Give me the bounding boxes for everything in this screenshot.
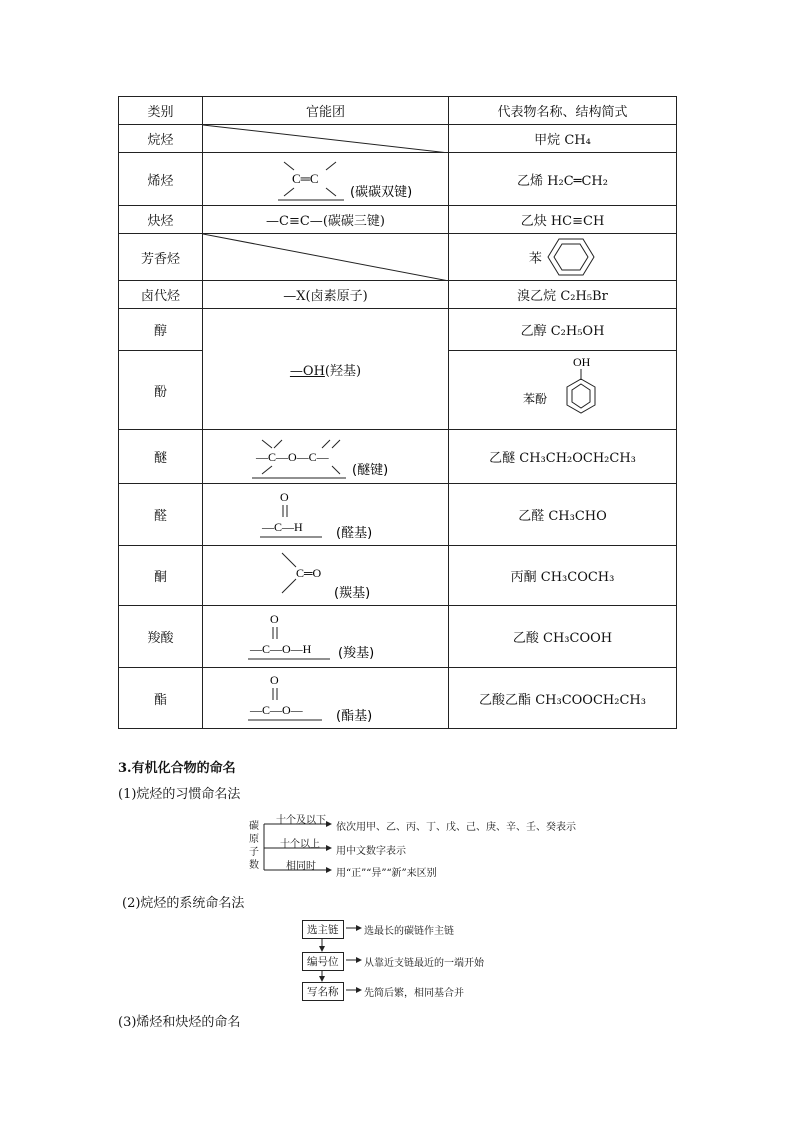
- row-representative: 乙醇 C₂H₅OH: [449, 309, 677, 351]
- carbon-count-label: 碳 原 子 数: [249, 821, 259, 871]
- rep-formula: CH₄: [564, 133, 591, 148]
- group-cell: —X(卤素原子): [203, 281, 449, 309]
- row-representative: [449, 125, 677, 153]
- svg-text:—C—H: —C—H: [261, 519, 303, 534]
- aldehyde-structure: [226, 487, 426, 543]
- group-cell: [203, 606, 449, 668]
- table-row: [119, 546, 677, 606]
- subsection-1: (1)烷烃的习惯命名法: [118, 787, 241, 802]
- svg-text:(羧基): (羧基): [337, 645, 374, 661]
- row-category: 卤代烃: [119, 281, 203, 309]
- row-category: 芳香烃: [119, 234, 203, 281]
- svg-text:—C—O—H: —C—O—H: [249, 641, 311, 656]
- row-category: 酚: [119, 351, 203, 430]
- table-row: [119, 234, 677, 281]
- ester-structure: [226, 670, 426, 726]
- svg-text:C═O: C═O: [295, 565, 321, 580]
- row-representative: 溴乙烷 C₂H₅Br: [449, 281, 677, 309]
- row-category: 酯: [119, 668, 203, 729]
- row-category: 醚: [119, 430, 203, 484]
- hydroxyl-cell: —OH(羟基): [203, 309, 449, 430]
- svg-text:苯酚: 苯酚: [522, 392, 547, 406]
- group-cell: [203, 484, 449, 546]
- header-representative: 代表物名称、结构简式: [449, 97, 677, 125]
- svg-text:C═C: C═C: [291, 171, 319, 186]
- svg-text:O: O: [269, 673, 279, 687]
- ether-structure: [226, 434, 426, 480]
- group-cell: [203, 668, 449, 729]
- table-row: [119, 153, 677, 206]
- group-cell: [203, 430, 449, 484]
- group-cell: —C≡C—(碳碳三键): [203, 206, 449, 234]
- row-representative: 乙酸 CH₃COOH: [449, 606, 677, 668]
- svg-text:(醛基): (醛基): [335, 525, 372, 541]
- svg-text:—C—O—: —C—O—: [249, 703, 303, 717]
- diagonal-cell: [203, 234, 449, 281]
- diagonal-cell: [203, 125, 449, 153]
- row-representative: 丙酮 CH₃COCH₃: [449, 546, 677, 606]
- rep-name: 甲烷: [534, 133, 561, 148]
- subsection-2: (2)烷烃的系统命名法: [122, 896, 245, 911]
- header-functional-group: 官能团: [203, 97, 449, 125]
- row-representative: 苯: [449, 234, 677, 281]
- table-row: [119, 430, 677, 484]
- phenol-structure: [503, 353, 623, 427]
- naming-diagram-2: [300, 918, 520, 1000]
- svg-text:O: O: [269, 611, 279, 626]
- svg-text:OH: OH: [572, 355, 590, 369]
- table-row: [119, 206, 677, 234]
- row-category: 羧酸: [119, 606, 203, 668]
- benzene-ring-icon: [546, 235, 596, 279]
- table-row: [119, 125, 677, 153]
- row-representative: 乙醚 CH₃CH₂OCH₂CH₃: [449, 430, 677, 484]
- branch-condition: 十个及以下: [276, 815, 326, 826]
- section-title: 3.有机化合物的命名: [118, 761, 236, 776]
- group-cell: [203, 546, 449, 606]
- alkene-structure: [226, 156, 426, 202]
- table-header-row: [119, 97, 677, 125]
- functional-group-table: [118, 96, 677, 729]
- branch-condition: 相同时: [286, 861, 316, 872]
- step-desc: 选最长的碳链作主链: [364, 926, 454, 937]
- row-category: 烷烃: [119, 125, 203, 153]
- row-representative: 乙酸乙酯 CH₃COOCH₂CH₃: [449, 668, 677, 729]
- table-row: [119, 309, 677, 351]
- carbonyl-structure: [226, 549, 426, 603]
- subsection-3: (3)烯烃和炔烃的命名: [118, 1015, 241, 1030]
- row-representative: 乙炔 HC≡CH: [449, 206, 677, 234]
- row-representative: 乙醛 CH₃CHO: [449, 484, 677, 546]
- header-category: 类别: [119, 97, 203, 125]
- branch-result: 用中文数字表示: [336, 846, 406, 857]
- branch-result: 用“正”“异”“新”来区别: [336, 868, 437, 879]
- svg-text:—C—O—C—: —C—O—C—: [255, 449, 329, 464]
- step-desc: 从靠近支链最近的一端开始: [364, 958, 484, 969]
- svg-text:(酯基): (酯基): [335, 709, 372, 724]
- carboxyl-structure: [226, 609, 426, 665]
- diagonal-line: [203, 125, 449, 153]
- table-row: [119, 484, 677, 546]
- step-desc: 先简后繁，相同基合并: [364, 988, 464, 999]
- row-category: 醛: [119, 484, 203, 546]
- group-cell: [203, 153, 449, 206]
- row-category: 醇: [119, 309, 203, 351]
- diagonal-line: [203, 234, 449, 281]
- branch-condition: 十个以上: [280, 839, 320, 850]
- row-category: 炔烃: [119, 206, 203, 234]
- step-box: 编号位: [302, 952, 344, 971]
- step-box: 选主链: [302, 920, 344, 939]
- branch-result: 依次用甲、乙、丙、丁、戊、己、庚、辛、壬、癸表示: [336, 822, 576, 833]
- svg-text:(醚键): (醚键): [351, 462, 388, 478]
- step-box: 写名称: [302, 982, 344, 1001]
- table-row: [119, 281, 677, 309]
- svg-text:O: O: [279, 489, 289, 504]
- row-category: 烯烃: [119, 153, 203, 206]
- svg-text:(羰基): (羰基): [333, 585, 370, 601]
- row-category: 酮: [119, 546, 203, 606]
- naming-diagram-1: [246, 810, 576, 882]
- row-representative: 乙烯 H₂C═CH₂: [449, 153, 677, 206]
- svg-text:(碳碳双键): (碳碳双键): [349, 185, 412, 200]
- table-row: [119, 606, 677, 668]
- row-representative: [449, 351, 677, 430]
- table-row: [119, 668, 677, 729]
